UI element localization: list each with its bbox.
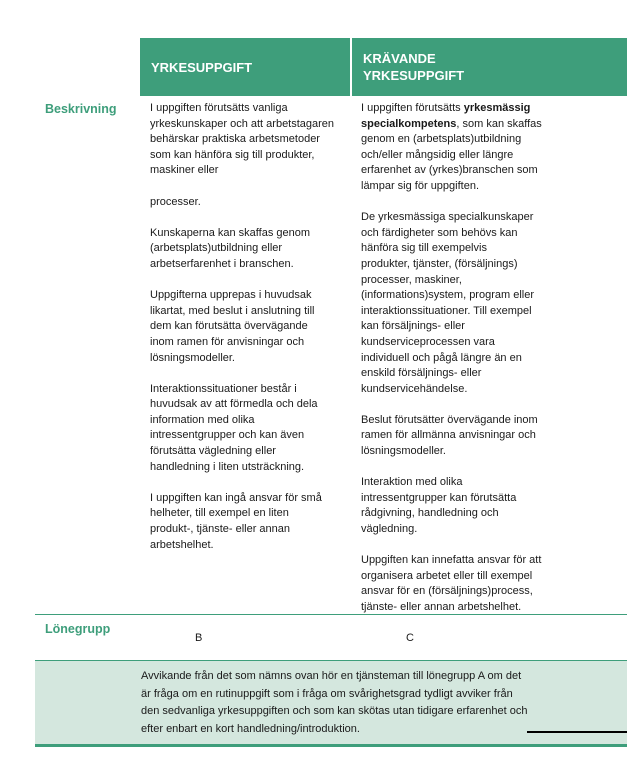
row-label-description: Beskrivning	[45, 102, 117, 116]
task-paragraph: I uppgiften förutsätts vanliga yrkeskunskaper och att arbetstagaren behärskar praktiska arbetsmetoder som kan hänföra sig till produkter, maskiner eller	[150, 102, 335, 177]
demanding-task-intro: I uppgiften förutsätts yrkesmässig specialkompetens, som kan skaffas genom en (arbetsplats)utbildning och/eller mångsidig eller längre erfarenhet av (yrkes)branschen som lämpar sig för uppgiften.	[361, 102, 542, 192]
note-bottom-rule	[35, 744, 627, 747]
note-text: Avvikande från det som nämns ovan hör en tjänsteman till lönegrupp A om det är fråga om en rutinuppgift som i fråga om svårighetsgrad tydligt avviker från den sedvanliga yrkesuppgiften och som kan skötas utan tidigare erfarenhet och efter enbart en kort handledning/introduktion.	[141, 670, 528, 735]
demanding-task-paragraph: Beslut förutsätter övervägande inom ramen för allmänna anvisningar och lösningsmodeller.	[361, 413, 538, 458]
salary-group-task-value: B	[195, 632, 203, 644]
task-paragraph: Interaktionssituationer består i huvudsak av att förmedla och dela information med olika intressentgrupper och kan även förutsätta vägledning eller handledning i liten utsträckning.	[150, 382, 318, 473]
description-cell-demanding-task	[361, 101, 623, 616]
header-divider	[350, 38, 352, 96]
task-paragraph: Kunskaperna kan skaffas genom (arbetsplats)utbildning eller arbetserfarenhet i branschen.	[150, 226, 311, 270]
task-paragraph: I uppgiften kan ingå ansvar för små helheter, till exempel en liten produkt-, tjänste- eller annan arbetshelhet.	[150, 491, 322, 551]
task-paragraph: processer.	[150, 195, 201, 208]
header-demanding-task-label: KRÄVANDE YRKESUPPGIFT	[363, 51, 465, 83]
header-task-label: YRKESUPPGIFT	[151, 59, 253, 75]
header-cell-demanding-task	[352, 38, 627, 96]
demanding-task-paragraph: Uppgiften kan innefatta ansvar för att organisera arbetet eller till exempel ansvar för en (försäljnings)process, tjänste- eller annan arbetshelhet.	[361, 554, 542, 613]
demanding-task-paragraph: Interaktion med olika intressentgrupper kan förutsätta rådgivning, handledning och vägledning.	[361, 476, 517, 536]
note-black-underline	[527, 731, 627, 733]
header-cell-task	[140, 38, 350, 96]
row-label-salary-group: Lönegrupp	[45, 622, 111, 636]
task-paragraph: Uppgifterna upprepas i huvudsak likartat, med beslut i anslutning till dem kan förutsätta övervägande inom ramen för anvisningar och lösningsmodeller.	[150, 289, 315, 364]
demanding-task-paragraphs	[361, 210, 623, 615]
salary-group-demanding-task-value: C	[406, 632, 414, 644]
demanding-task-paragraph: De yrkesmässiga specialkunskaper och färdigheter som behövs kan hänföra sig till exempelvis produkter, tjänster, (försäljnings) processer, maskiner, (informations)system, program eller interaktionssituationer. Till exempel kan försäljnings- eller kundserviceprocessen vara individuell och pågå längre än en enskild försäljnings- eller kundservicehändelse.	[361, 211, 534, 395]
salary-group-top-rule	[35, 614, 627, 615]
description-cell-task	[150, 101, 350, 553]
